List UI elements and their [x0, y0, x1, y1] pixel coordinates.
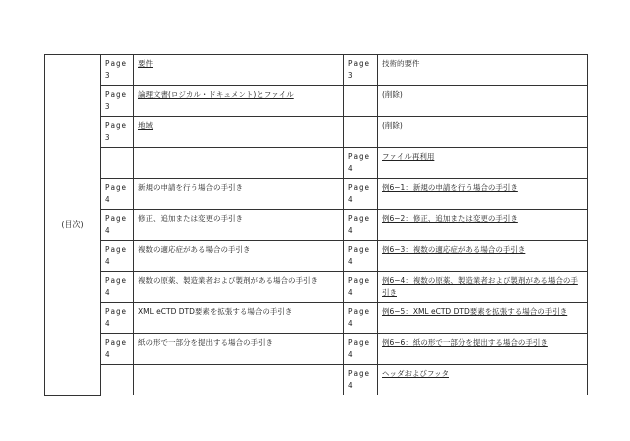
page-reference: Page 4	[105, 338, 128, 359]
toc-entry-text: 紙の形で一部分を提出する場合の手引き	[138, 338, 273, 347]
toc-entry-text: 複数の原薬、製造業者および製剤がある場合の手引き	[138, 276, 318, 285]
table-row	[45, 210, 588, 241]
table-row	[45, 334, 588, 365]
right-page-cell	[344, 334, 378, 365]
right-page-cell	[344, 210, 378, 241]
table-row	[45, 86, 588, 117]
right-text-cell	[378, 55, 588, 86]
left-page-cell	[101, 334, 134, 365]
right-page-cell	[344, 86, 378, 117]
table-row	[45, 272, 588, 303]
left-text-cell	[134, 86, 344, 117]
toc-entry-text: 修正、追加または変更の手引き	[138, 214, 243, 223]
toc-entry-text: 技術的要件	[382, 59, 420, 68]
toc-entry-text[interactable]: 例6−2：修正、追加または変更の手引き	[382, 214, 518, 223]
toc-entry-text[interactable]: 例6−1：新規の申請を行う場合の手引き	[382, 183, 518, 192]
left-text-cell	[134, 365, 344, 396]
right-page-cell	[344, 272, 378, 303]
left-page-cell	[101, 117, 134, 148]
toc-entry-text[interactable]: 要件	[138, 59, 153, 68]
toc-entry-text[interactable]: 例6−3：複数の適応症がある場合の手引き	[382, 245, 526, 254]
page-reference: Page 4	[105, 183, 128, 204]
page-reference: Page 4	[348, 276, 371, 297]
table-row	[45, 303, 588, 334]
left-page-cell	[101, 55, 134, 86]
left-text-cell	[134, 241, 344, 272]
page-reference: Page 3	[105, 90, 128, 111]
left-text-cell	[134, 210, 344, 241]
toc-entry-text: XML eCTD DTD要素を拡張する場合の手引き	[138, 307, 293, 316]
left-text-cell	[134, 148, 344, 179]
page-reference: Page 3	[105, 121, 128, 142]
left-page-cell	[101, 303, 134, 334]
left-page-cell	[101, 148, 134, 179]
right-page-cell	[344, 148, 378, 179]
left-text-cell	[134, 117, 344, 148]
right-text-cell	[378, 365, 588, 396]
right-text-cell	[378, 210, 588, 241]
right-text-cell	[378, 86, 588, 117]
table-row	[45, 55, 588, 86]
left-page-cell	[101, 179, 134, 210]
toc-entry-text[interactable]: 例6−5：XML eCTD DTD要素を拡張する場合の手引き	[382, 307, 568, 316]
right-text-cell	[378, 303, 588, 334]
page-reference: Page 3	[105, 59, 128, 80]
right-text-cell	[378, 334, 588, 365]
right-page-cell	[344, 117, 378, 148]
right-page-cell	[344, 55, 378, 86]
page-reference: Page 4	[105, 307, 128, 328]
toc-entry-text: (削除)	[382, 121, 403, 130]
table-row	[45, 365, 588, 396]
left-page-cell	[101, 272, 134, 303]
left-text-cell	[134, 272, 344, 303]
toc-entry-text[interactable]: ファイル再利用	[382, 152, 435, 161]
page-reference: Page 4	[348, 245, 371, 266]
left-text-cell	[134, 303, 344, 334]
page-reference: Page 4	[348, 152, 371, 173]
toc-entry-text[interactable]: ヘッダおよびフッタ	[382, 369, 449, 378]
toc-entry-text[interactable]: 地域	[138, 121, 153, 130]
right-text-cell	[378, 241, 588, 272]
toc-comparison-table	[44, 54, 588, 396]
page-reference: Page 4	[348, 307, 371, 328]
left-page-cell	[101, 210, 134, 241]
toc-entry-text: 新規の申請を行う場合の手引き	[138, 183, 243, 192]
left-text-cell	[134, 334, 344, 365]
left-page-cell	[101, 365, 134, 396]
toc-entry-text: 複数の適応症がある場合の手引き	[138, 245, 251, 254]
toc-entry-text[interactable]: 例6−6：紙の形で一部分を提出する場合の手引き	[382, 338, 548, 347]
right-text-cell	[378, 148, 588, 179]
right-page-cell	[344, 365, 378, 396]
left-page-cell	[101, 86, 134, 117]
right-page-cell	[344, 179, 378, 210]
section-label: (目次)	[45, 55, 101, 396]
table-row	[45, 241, 588, 272]
left-page-cell	[101, 241, 134, 272]
page-reference: Page 4	[348, 369, 371, 390]
table-row	[45, 148, 588, 179]
toc-entry-text: (削除)	[382, 90, 403, 99]
left-text-cell	[134, 55, 344, 86]
table-row	[45, 179, 588, 210]
page-reference: Page 4	[105, 245, 128, 266]
right-text-cell	[378, 179, 588, 210]
right-text-cell	[378, 272, 588, 303]
right-text-cell	[378, 117, 588, 148]
left-text-cell	[134, 179, 344, 210]
page-reference: Page 3	[348, 59, 371, 80]
page-reference: Page 4	[348, 338, 371, 359]
page-reference: Page 4	[348, 183, 371, 204]
toc-entry-text[interactable]: 例6−4：複数の原薬、製造業者および製剤がある場合の手引き	[382, 276, 578, 297]
page-reference: Page 4	[105, 214, 128, 235]
page-reference: Page 4	[348, 214, 371, 235]
right-page-cell	[344, 241, 378, 272]
table-row	[45, 117, 588, 148]
toc-entry-text[interactable]: 論理文書(ロジカル・ドキュメント)とファイル	[138, 90, 294, 99]
right-page-cell	[344, 303, 378, 334]
page-reference: Page 4	[105, 276, 128, 297]
